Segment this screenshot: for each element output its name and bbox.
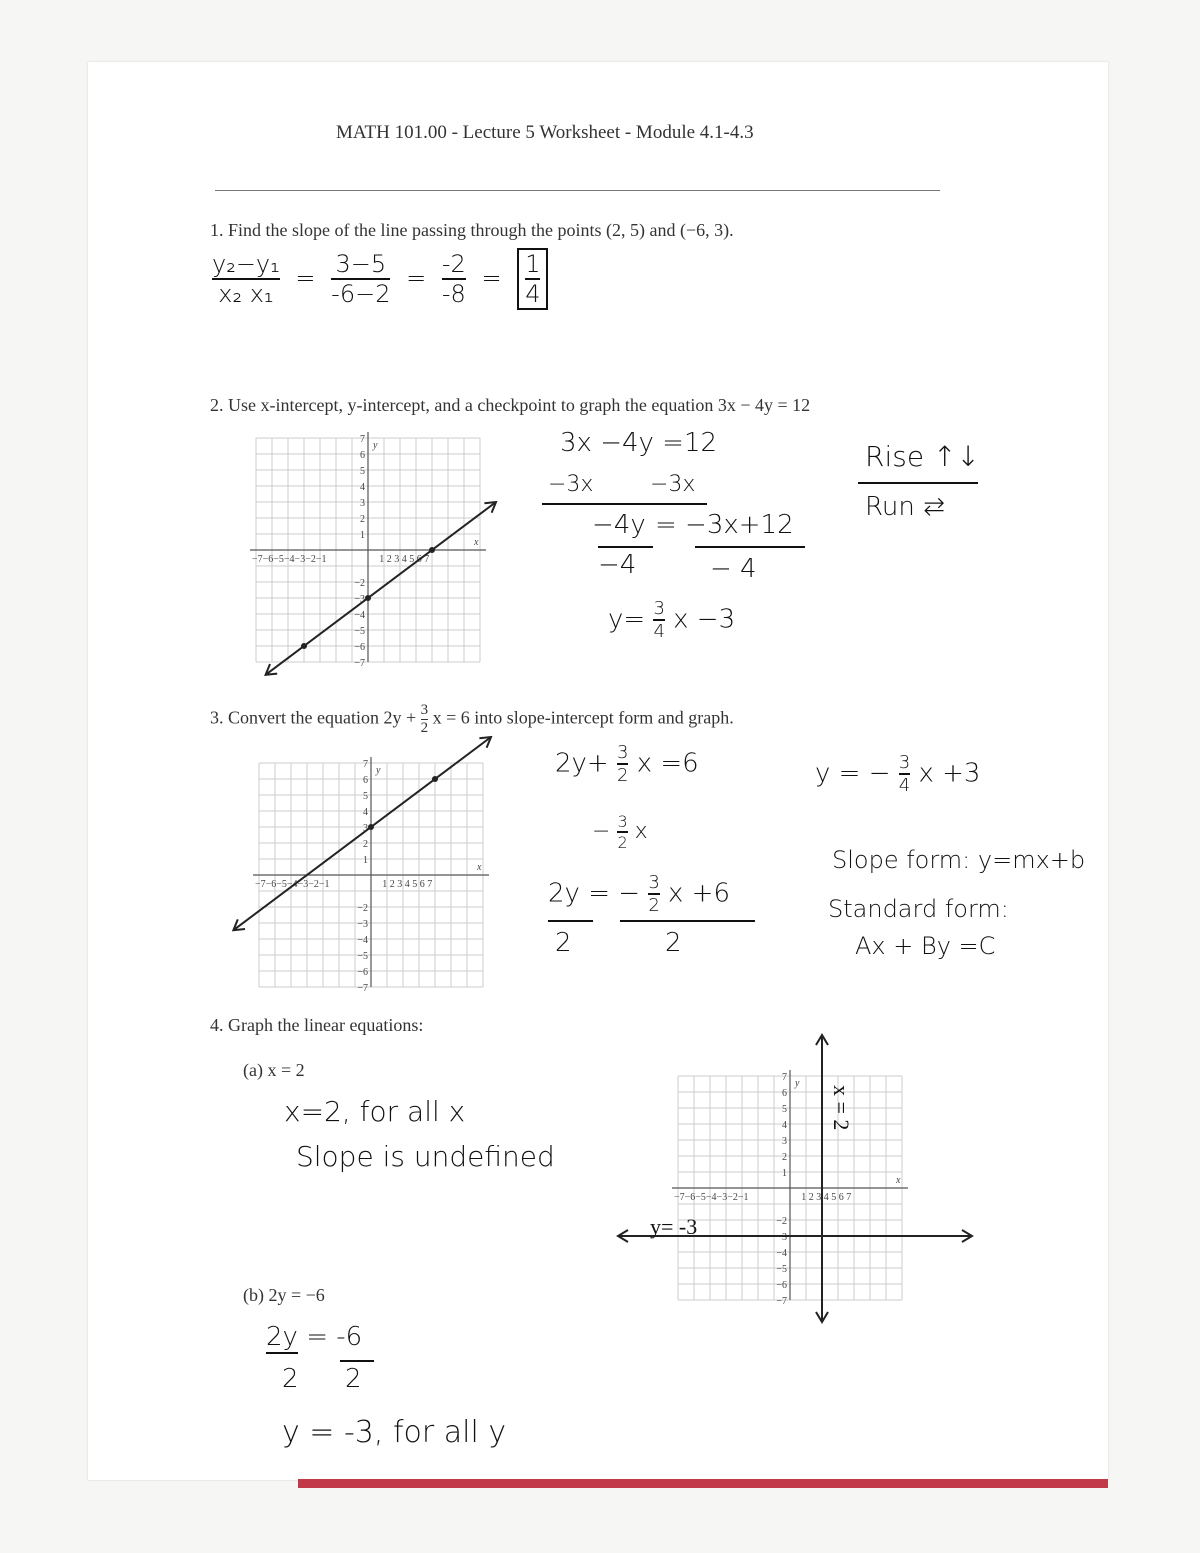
q2-line2b: −3x: [650, 472, 696, 497]
y-tick-label: 5: [782, 1104, 787, 1115]
q2-line: [266, 502, 496, 675]
y-tick-label: 7: [363, 759, 368, 770]
q3-result-a: y = −: [815, 758, 891, 789]
q3-line1: [555, 742, 699, 786]
q1-answer: [525, 250, 540, 308]
q2-line3a: −4y: [592, 510, 646, 540]
y-axis-label: y: [795, 1078, 800, 1089]
q2-rule-right: [695, 546, 805, 548]
x-axis-label: x: [474, 537, 479, 548]
plotted-point: [301, 643, 307, 649]
y-tick-label: −5: [354, 626, 365, 637]
y-tick-label: −7: [354, 658, 365, 669]
q1-eq3: =: [481, 264, 502, 292]
q4b-num-right: = -6: [306, 1322, 363, 1352]
q1-frac2: [442, 250, 466, 308]
y-tick-label: −6: [776, 1280, 787, 1291]
y-tick-label: 2: [363, 839, 368, 850]
y-tick-label: 7: [782, 1072, 787, 1083]
plotted-point: [368, 824, 374, 830]
q3-rule-left: [548, 920, 593, 922]
q3-graph: [238, 740, 538, 994]
q2-line3b: = −3x+12: [655, 510, 794, 540]
q1-frac2-num: -2: [441, 250, 466, 278]
q2-line4a: −4: [598, 550, 637, 580]
plotted-point: [429, 547, 435, 553]
q3-standard-eq: Ax + By =C: [855, 932, 996, 960]
q4b-work-num: [266, 1322, 362, 1352]
q2-rule: [542, 503, 707, 505]
x-tick-labels-negative: −7−6−5−4−3−2−1: [252, 554, 327, 565]
y-tick-label: 1: [782, 1168, 787, 1179]
q3-line1-num: 3: [616, 742, 629, 763]
y-tick-label: 1: [360, 530, 365, 541]
q4a-work-line2: Slope is undefined: [296, 1140, 555, 1173]
plotted-point: [365, 595, 371, 601]
q3-prompt-b: x = 6 into slope-intercept form and graph.: [432, 707, 734, 728]
q3-line1-b: x =6: [636, 748, 699, 779]
x-axis-label: x: [477, 862, 482, 873]
q3-line3-a: 2y =: [548, 878, 610, 909]
q3-line2-den: 2: [617, 833, 628, 852]
q3-rule-right: [620, 920, 755, 922]
q1-answer-den: 4: [525, 280, 541, 308]
q3-line3-num: 3: [648, 872, 660, 893]
y-tick-label: 6: [782, 1088, 787, 1099]
q3-result: [815, 752, 980, 796]
q4-graph: [610, 1025, 980, 1325]
q1-eq1: =: [295, 264, 316, 292]
q3-line1-frac: [617, 742, 628, 786]
q2-rule-left: [598, 546, 653, 548]
y-tick-label: 3: [360, 498, 365, 509]
q2-note-rise: Rise ↑↓: [865, 440, 980, 473]
y-tick-label: 3: [782, 1136, 787, 1147]
q2-line5-rest: x −3: [673, 604, 736, 635]
y-tick-label: −4: [357, 935, 368, 946]
y-tick-label: −7: [357, 983, 368, 994]
y-tick-label: −6: [354, 642, 365, 653]
y-tick-label: −2: [354, 578, 365, 589]
q3-line2-x: x: [634, 819, 648, 844]
q2-line4b: − 4: [710, 554, 757, 584]
q3-result-frac: [899, 752, 910, 796]
y-tick-label: −4: [776, 1248, 787, 1259]
q1-frac1-num: 3−5: [331, 250, 390, 280]
y-tick-label: −5: [357, 951, 368, 962]
q4b-label: (b) 2y = −6: [243, 1285, 325, 1305]
y-tick-label: 3: [363, 823, 368, 834]
y-axis-label: y: [373, 440, 378, 451]
title-divider: [215, 190, 940, 191]
q3-line3-c: x +6: [668, 878, 731, 909]
x-tick-labels-negative: −7−6−5−4−3−2−1: [674, 1192, 749, 1203]
y-tick-label: −6: [357, 967, 368, 978]
q4b-work-result: y = -3, for all y: [282, 1415, 507, 1450]
y-tick-label: −2: [357, 903, 368, 914]
x-tick-labels-positive: 1 2 3 4 5 6 7: [379, 554, 430, 565]
y-tick-label: 4: [360, 482, 365, 493]
q3-standard-form: Standard form:: [828, 895, 1009, 923]
q3-line4b: 2: [665, 928, 682, 958]
q4b-rule: [340, 1360, 374, 1362]
q3-line3-minus: −: [618, 878, 641, 909]
y-tick-label: 5: [360, 466, 365, 477]
q3-line3: [548, 872, 730, 916]
q3-line3-frac: [648, 872, 659, 916]
q2-line5: [608, 598, 735, 642]
q2-line1: 3x −4y =12: [560, 428, 718, 458]
y-tick-label: −5: [776, 1264, 787, 1275]
q3-prompt: [210, 702, 734, 737]
y-tick-label: −4: [354, 610, 365, 621]
q1-frac1: [331, 250, 390, 308]
q1-formula: [212, 250, 280, 308]
y-tick-label: 2: [360, 514, 365, 525]
q2-graph: [238, 425, 538, 669]
y-tick-label: 4: [363, 807, 368, 818]
q3-line4a: 2: [555, 928, 572, 958]
q1-work: [212, 248, 548, 310]
q3-line1-den: 2: [616, 765, 629, 786]
q3-prompt-frac: [421, 702, 429, 737]
y-axis-label: y: [376, 765, 381, 776]
x-tick-labels-positive: 1 2 3 4 5 6 7: [801, 1192, 852, 1203]
y-tick-label: −3: [357, 919, 368, 930]
y-tick-label: 5: [363, 791, 368, 802]
q2-line2a: −3x: [548, 472, 594, 497]
y-tick-label: 6: [363, 775, 368, 786]
q3-line1-a: 2y+: [555, 748, 609, 779]
q4-prompt: 4. Graph the linear equations:: [210, 1015, 424, 1035]
page-title: MATH 101.00 - Lecture 5 Worksheet - Module 4.1-4.3: [336, 122, 754, 143]
q4-label-x-equals-2: x = 2: [829, 1085, 854, 1131]
y-tick-label: 2: [782, 1152, 787, 1163]
q2-prompt: 2. Use x-intercept, y-intercept, and a checkpoint to graph the equation 3x − 4y = 12: [210, 395, 811, 415]
q3-result-den: 4: [898, 775, 911, 796]
y-tick-label: −2: [776, 1216, 787, 1227]
q4b-den-right: 2: [345, 1364, 362, 1394]
plotted-point: [432, 776, 438, 782]
y-tick-label: −3: [776, 1232, 787, 1243]
q1-answer-box: [517, 248, 548, 310]
x-tick-labels-positive: 1 2 3 4 5 6 7: [382, 879, 433, 890]
x-axis-label: x: [896, 1175, 901, 1186]
q4b-num-left: 2y: [266, 1322, 298, 1352]
y-tick-label: 7: [360, 434, 365, 445]
x-tick-labels-negative: −7−6−5−4−3−2−1: [255, 879, 330, 890]
q4a-label: (a) x = 2: [243, 1060, 305, 1080]
y-tick-label: −7: [776, 1296, 787, 1307]
q3-line2-minus: −: [592, 819, 611, 844]
q3-result-num: 3: [898, 752, 911, 773]
q3-line2-frac: [617, 812, 627, 852]
q1-answer-num: 1: [525, 250, 541, 278]
q3-line2-num: 3: [617, 812, 628, 831]
y-tick-label: 1: [363, 855, 368, 866]
q2-note-run: Run ⇆: [865, 492, 945, 522]
q2-line5-frac: [653, 598, 664, 642]
q1-frac1-den: -6−2: [331, 280, 391, 308]
q3-line2: [592, 812, 648, 852]
q4b-den-left: 2: [282, 1364, 299, 1394]
q3-prompt-a: 3. Convert the equation 2y +: [210, 707, 417, 728]
q1-eq2: =: [406, 264, 427, 292]
q3-slope-form: Slope form: y=mx+b: [832, 846, 1086, 874]
q1-frac2-den: -8: [441, 280, 466, 308]
q3-result-b: x +3: [918, 758, 981, 789]
q2-note-rule: [858, 482, 978, 484]
q3-prompt-num: 3: [420, 702, 429, 718]
page-edge-strip: [298, 1479, 1108, 1488]
q4a-work-line1: x=2, for all x: [284, 1095, 466, 1128]
y-tick-label: 4: [782, 1120, 787, 1131]
q1-formula-num: y₂−y₁: [212, 250, 280, 278]
q1-prompt: 1. Find the slope of the line passing through the points (2, 5) and (−6, 3).: [210, 220, 734, 240]
q2-line5-den: 4: [653, 621, 665, 642]
y-tick-label: 6: [360, 450, 365, 461]
q3-line3-den: 2: [648, 895, 660, 916]
q3-prompt-den: 2: [420, 720, 429, 736]
q2-line5-num: 3: [653, 598, 665, 619]
q1-formula-den: x₂ x₁: [218, 280, 274, 308]
q2-line5-y: y=: [608, 604, 646, 635]
q4-label-y-equals-neg3: y= -3: [650, 1214, 698, 1239]
y-tick-label: −3: [354, 594, 365, 605]
